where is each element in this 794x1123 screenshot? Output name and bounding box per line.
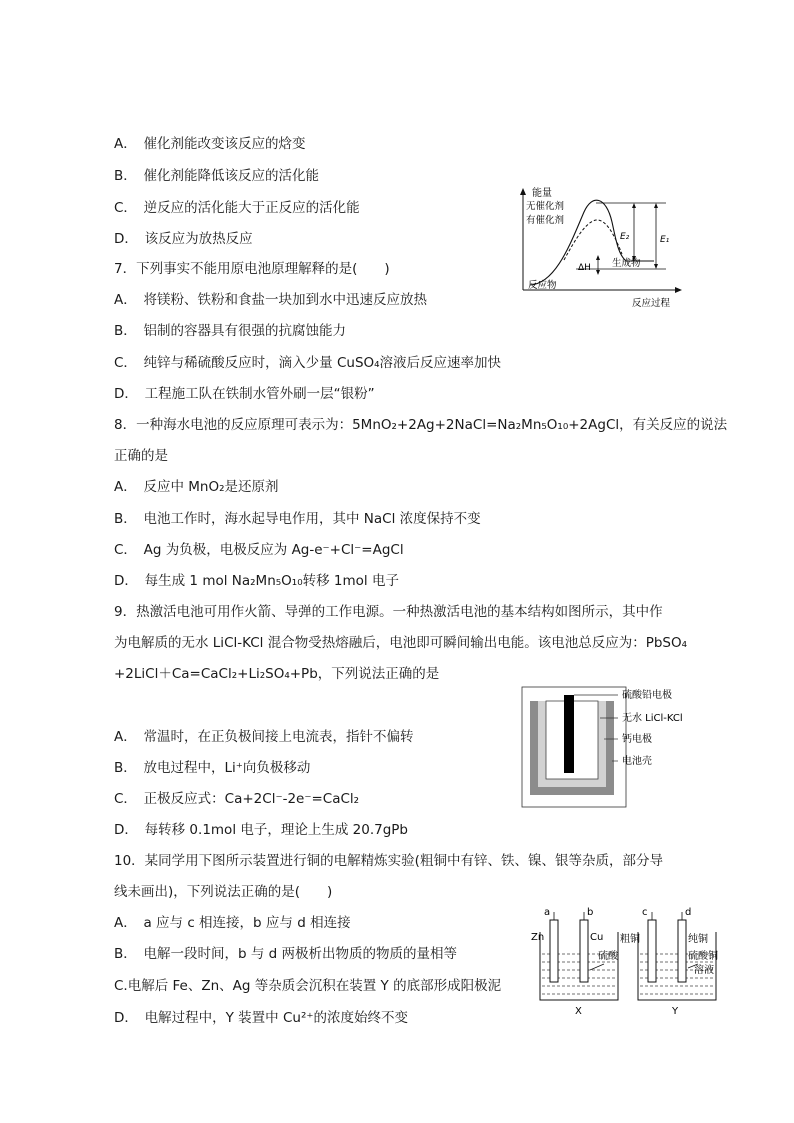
lead-sulfate-electrode (564, 695, 574, 773)
terminal-d-label: d (685, 907, 692, 918)
q10-stem-line-1: 10．某同学用下图所示装置进行铜的电解精炼实验(粗铜中有锌、铁、镍、银等杂质，部分导 (114, 853, 663, 869)
q9-stem-line-1: 9．热激活电池可用作火箭、导弹的工作电源。一种热激活电池的基本结构如图所示，其中作 (114, 604, 663, 620)
q6-option-c: C． 逆反应的活化能大于正反应的活化能 (114, 200, 360, 216)
energy-x-arrow (675, 287, 682, 293)
q7-option-b: B． 铝制的容器具有很强的抗腐蚀能力 (114, 323, 347, 339)
product-label: 生成物 (612, 258, 641, 269)
zn-electrode (550, 920, 558, 982)
cu-electrode-x (580, 920, 588, 982)
q9-option-b: B． 放电过程中，Li⁺向负极移动 (114, 760, 311, 776)
q8-stem-line-2: 正确的是 (114, 448, 168, 464)
cu-label: Cu (590, 932, 604, 943)
e1-label: E₁ (660, 235, 670, 245)
q10-option-a: A． a 应与 c 相连接，b 应与 d 相连接 (114, 915, 351, 931)
reactant-label: 反应物 (528, 280, 557, 291)
q8-option-a: A． 反应中 MnO₂是还原剂 (114, 479, 279, 495)
energy-y-arrow (520, 188, 526, 195)
q9-stem-line-3: +2LiCl＋Ca=CaCl₂+Li₂SO₄+Pb，下列说法正确的是 (114, 666, 440, 682)
q6-option-b: B． 催化剂能降低该反应的活化能 (114, 168, 320, 184)
q9-stem-line-2: 为电解质的无水 LiCl-KCl 混合物受热熔融后，电池即可瞬间输出电能。该电池总反应为：PbSO₄ (114, 635, 688, 651)
q10-option-b: B． 电解一段时间，b 与 d 两极析出物质的物质的量相等 (114, 946, 458, 962)
dh-label: ΔH (578, 263, 591, 273)
energy-x-label: 反应过程 (632, 298, 671, 309)
electrolyte-label: 无水 LiCl-KCl (622, 713, 683, 724)
q8-stem-line-1: 8．一种海水电池的反应原理可表示为：5MnO₂+2Ag+2NaCl=Na₂Mn₅O₁₀+2AgCl，有关反应的说法 (114, 417, 728, 433)
zn-label: Zn (531, 932, 545, 943)
q7-option-c: C． 纯锌与稀硫酸反应时，滴入少量 CuSO₄溶液后反应速率加快 (114, 355, 502, 371)
energy-y-label: 能量 (532, 188, 552, 199)
calcium-electrode-label: 钙电极 (622, 734, 652, 745)
q7-option-d: D． 工程施工队在铁制水管外刷一层“银粉” (114, 386, 375, 402)
uncatalyzed-label: 无催化剂 (526, 201, 565, 212)
q8-option-c: C． Ag 为负极，电极反应为 Ag-e⁻+Cl⁻=AgCl (114, 542, 404, 558)
electrolysis-cells-diagram (528, 906, 738, 1016)
uncatalyzed-curve (530, 200, 654, 285)
sulfuric-acid-label: 硫酸 (598, 951, 618, 962)
q9-option-c: C． 正极反应式：Ca+2Cl⁻-2e⁻=CaCl₂ (114, 791, 360, 807)
thermal-battery-diagram (516, 683, 706, 811)
terminal-c-label: c (642, 907, 648, 918)
q9-option-d: D． 每转移 0.1mol 电子，理论上生成 20.7gPb (114, 822, 408, 838)
terminal-a-label: a (544, 907, 551, 918)
crude-copper-label: 粗铜 (620, 934, 640, 945)
copper-sulfate-label-1: 硫酸铜 (688, 951, 718, 962)
copper-sulfate-label-2: 溶液 (694, 965, 714, 976)
q7-stem: 7．下列事实不能用原电池原理解释的是( ) (114, 261, 390, 277)
e2-label: E₂ (620, 232, 630, 242)
battery-shell-label: 电池壳 (622, 756, 652, 767)
energy-diagram (516, 182, 686, 310)
lead-sulfate-electrode-label: 硫酸铅电极 (622, 690, 672, 701)
crude-copper-electrode (648, 920, 656, 982)
cell-x-label: X (575, 1006, 582, 1016)
q9-option-a: A． 常温时，在正负极间接上电流表，指针不偏转 (114, 729, 414, 745)
q6-option-a: A． 催化剂能改变该反应的焓变 (114, 136, 306, 152)
catalyzed-label: 有催化剂 (526, 215, 565, 226)
q10-option-d: D． 电解过程中，Y 装置中 Cu²⁺的浓度始终不变 (114, 1010, 408, 1026)
q6-option-d: D． 该反应为放热反应 (114, 231, 253, 247)
q8-option-b: B． 电池工作时，海水起导电作用，其中 NaCl 浓度保持不变 (114, 511, 481, 527)
pure-copper-label: 纯铜 (688, 934, 708, 945)
q7-option-a: A． 将镁粉、铁粉和食盐一块加到水中迅速反应放热 (114, 292, 427, 308)
terminal-b-label: b (587, 907, 594, 918)
pure-copper-electrode (678, 920, 686, 982)
cell-y-label: Y (672, 1006, 679, 1016)
q10-stem-line-2: 线未画出)，下列说法正确的是( ) (114, 884, 333, 900)
q8-option-d: D． 每生成 1 mol Na₂Mn₅O₁₀转移 1mol 电子 (114, 573, 399, 589)
q10-option-c: C.电解后 Fe、Zn、Ag 等杂质会沉积在装置 Y 的底部形成阳极泥 (114, 978, 502, 994)
